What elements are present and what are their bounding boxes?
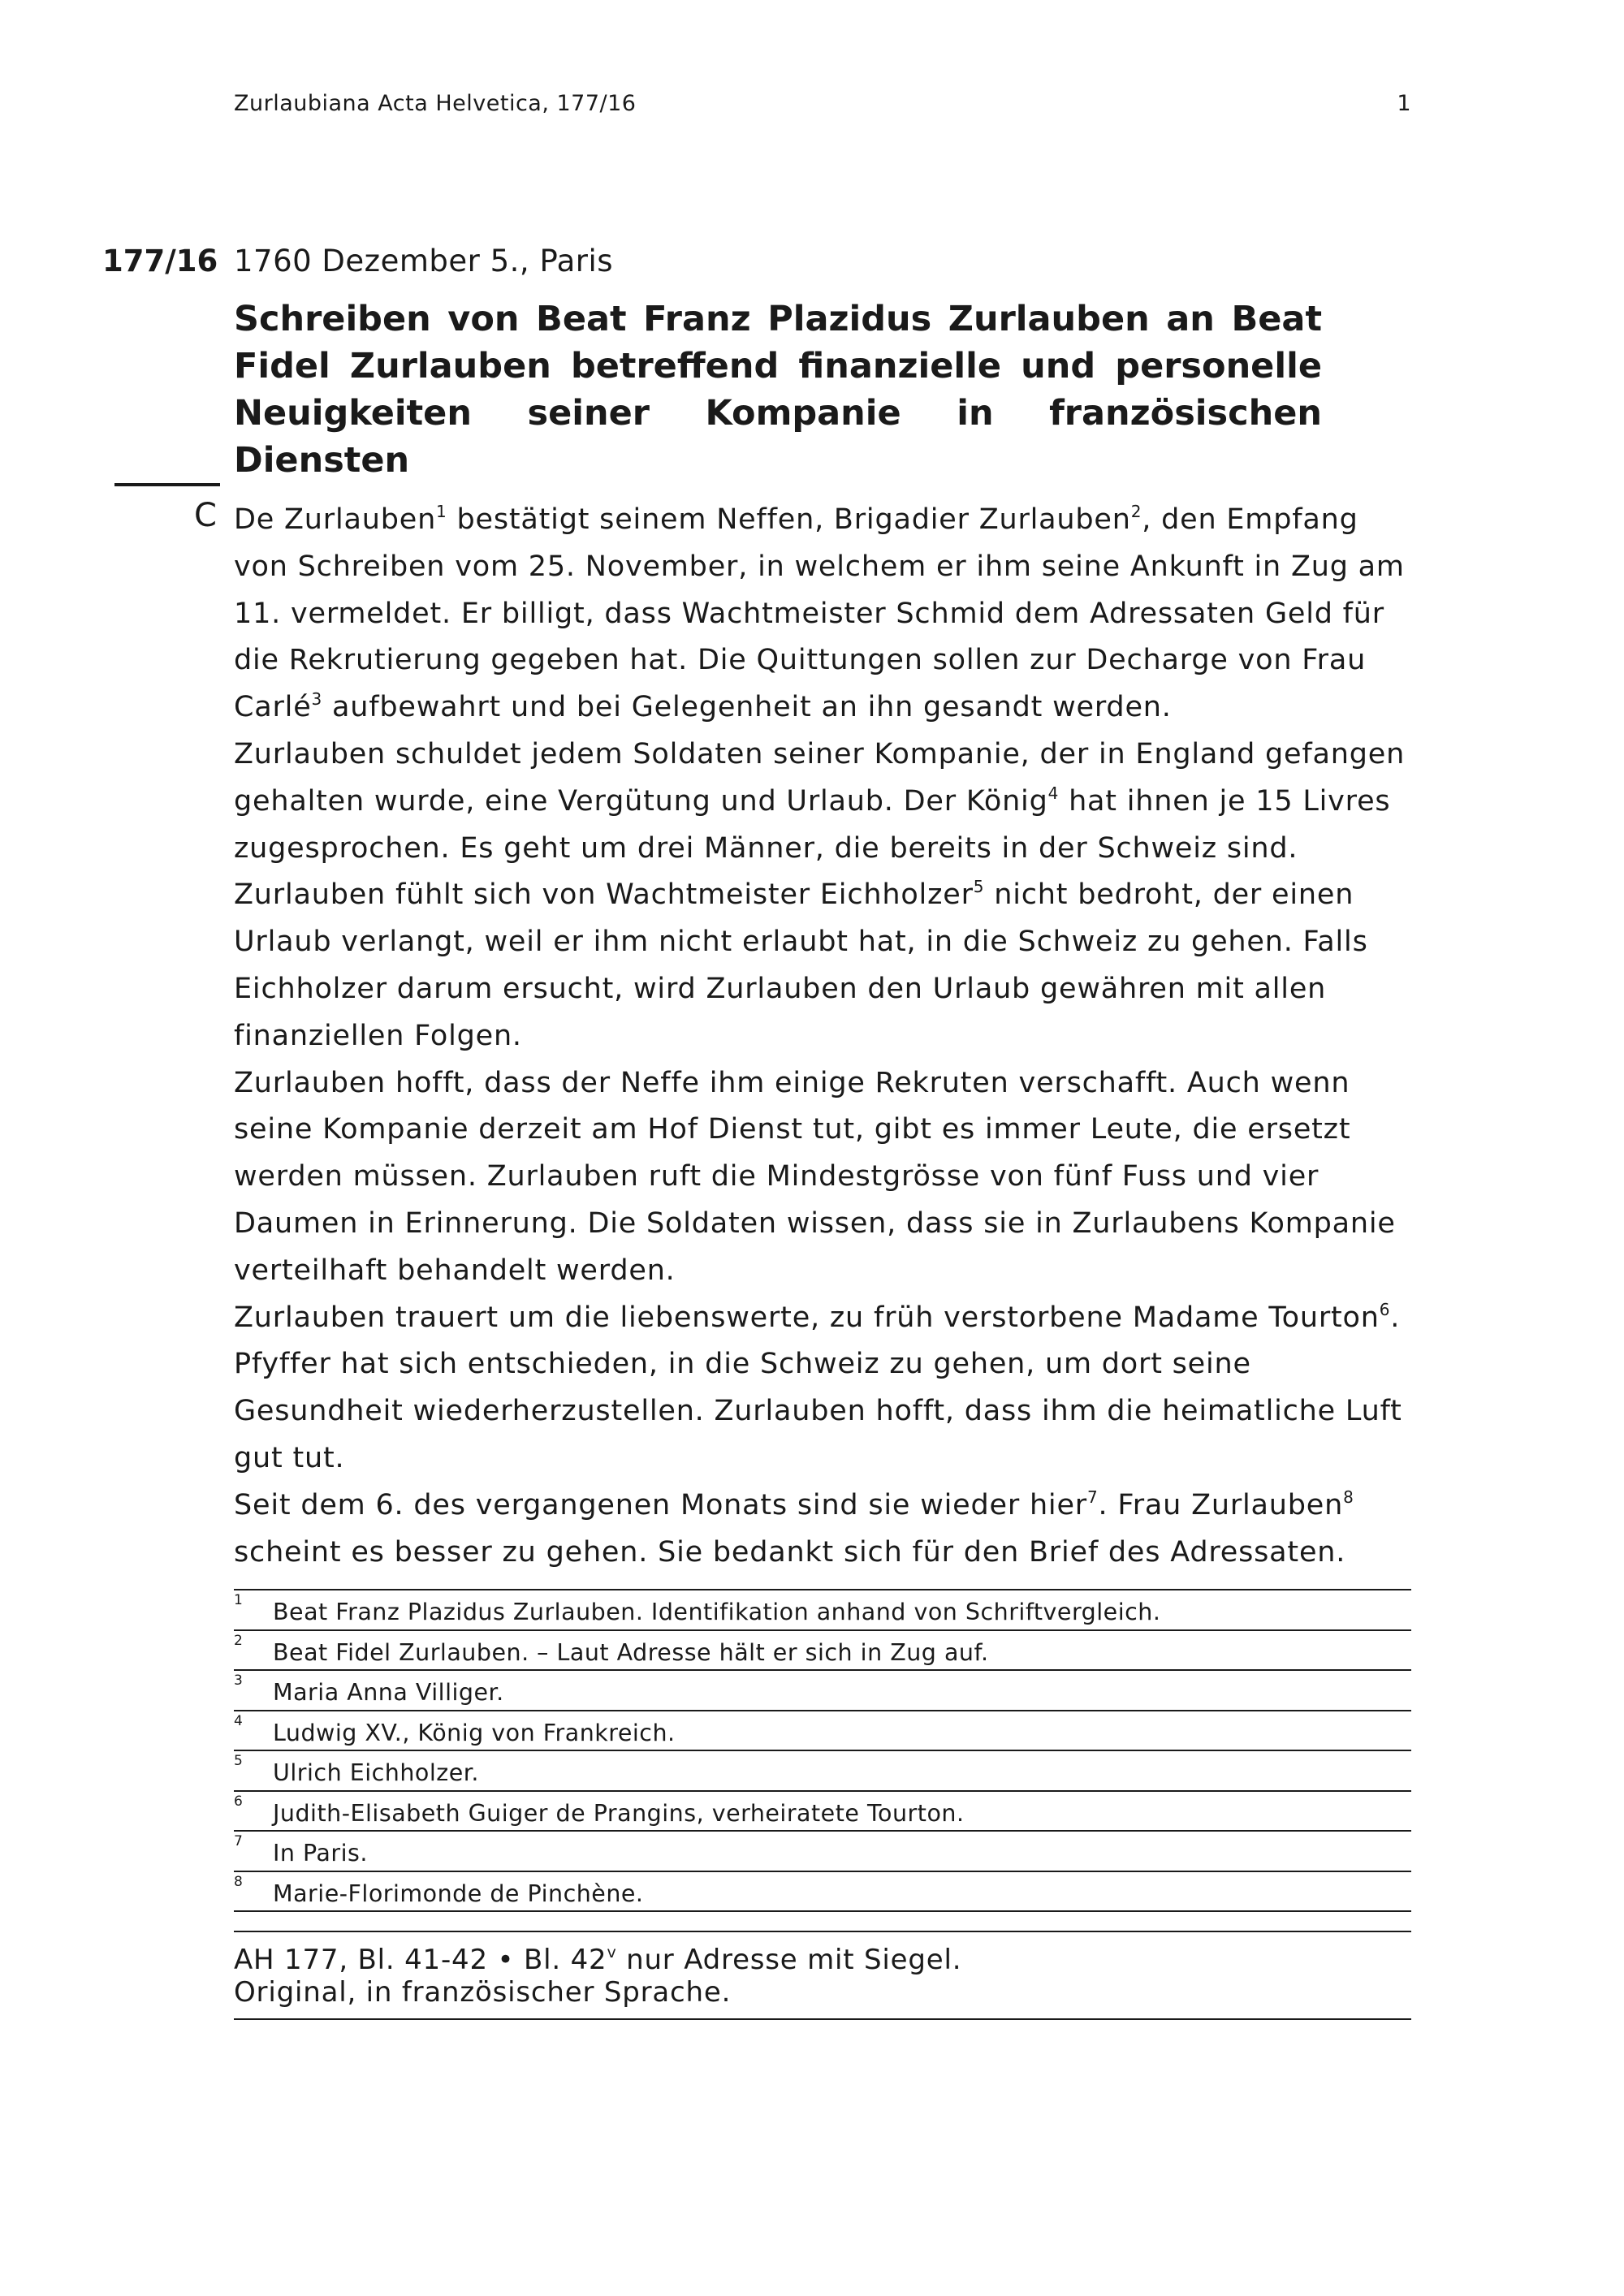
page-number: 1 [1397, 91, 1411, 116]
summary-paragraph [234, 497, 1413, 732]
footnote-ref: 4 [1047, 783, 1060, 803]
summary-paragraph: Zurlauben hofft, dass der Neffe ihm einige Rekruten verschafft. Auch wenn seine Kompanie derzeit am Hof Dienst tut, gibt es immer Leute, die ersetzt werden müssen. Zurlauben ruft die Mindestgrösse von fünf Fuss und vier Daumen in Erinnerung. Die Soldaten wissen, dass sie in Zurlaubens Kompanie verteilhaft behandelt werden. [234, 1066, 1396, 1287]
source-line [234, 1944, 1411, 1976]
running-head [234, 91, 1411, 116]
footnote [234, 1710, 1411, 1750]
summary-text: scheint es besser zu gehen. Sie bedankt sich für den Brief des Adressaten. [234, 1535, 1346, 1569]
summary-paragraph [234, 1295, 1413, 1482]
footnote [234, 1750, 1411, 1790]
footnote-ref: 7 [1086, 1487, 1099, 1507]
document-type-letter: C [194, 497, 217, 534]
verso-mark: v [607, 1944, 617, 1962]
footnote-number: 7 [234, 1833, 244, 1849]
footnote-text: Judith-Elisabeth Guiger de Prangins, verheiratete Tourton. [273, 1799, 965, 1827]
footnote-number: 6 [234, 1793, 244, 1810]
footnote-ref: 3 [311, 689, 323, 710]
footnote [234, 1871, 1411, 1913]
summary-text: bestätigt seinem Neffen, Brigadier Zurlauben [447, 503, 1131, 536]
footnote [234, 1629, 1411, 1670]
footnote-ref: 6 [1379, 1299, 1391, 1319]
footnote [234, 1790, 1411, 1831]
summary-text: De Zurlauben [234, 503, 437, 536]
footnote-number: 1 [234, 1592, 244, 1608]
source-line: Original, in französischer Sprache. [234, 1976, 732, 2009]
footnote-text: Ulrich Eichholzer. [273, 1759, 479, 1786]
footnote-number: 8 [234, 1873, 244, 1890]
footnote-ref: 1 [436, 502, 447, 521]
footnote-number: 4 [234, 1712, 244, 1729]
entry-title: Schreiben von Beat Franz Plazidus Zurlauben an Beat Fidel Zurlauben betreffend finanzielle und personelle Neuigkeiten seiner Kompanie in französischen Diensten [234, 299, 1322, 481]
footnote-text: Beat Franz Plazidus Zurlauben. Identifikation anhand von Schriftvergleich. [273, 1599, 1161, 1625]
summary-text: nicht bedroht, der einen Urlaub verlangt, weil er ihm nicht erlaubt hat, in die Schweiz zu gehen. Falls Eichholzer darum ersucht, wird Zurlauben den Urlaub gewähren mit allen finanziellen Folgen. [234, 878, 1368, 1052]
running-head-title: Zurlaubiana Acta Helvetica, 177/16 [234, 91, 637, 116]
footnote [234, 1589, 1411, 1629]
summary-text: hat ihnen je 15 Livres zugesprochen. Es geht um drei Männer, die bereits in der Schweiz sind. Zurlauben fühlt sich von Wachtmeister Eichholzer [234, 784, 1391, 912]
footnote-ref: 2 [1130, 502, 1142, 521]
summary-text: Zurlauben trauert um die liebenswerte, zu früh verstorbene Madame Tourton [234, 1301, 1380, 1334]
summary-paragraph [234, 1482, 1413, 1577]
summary-text: . Pfyffer hat sich entschieden, in die Schweiz zu gehen, um dort seine Gesundheit wiederherzustellen. Zurlauben hofft, dass ihm die heimatliche Luft gut tut. [234, 1301, 1402, 1474]
summary-text: , den Empfang von Schreiben vom 25. November, in welchem er ihm seine Ankunft in Zug am 11. vermeldet. Er billigt, dass Wachtmeister Schmid dem Adressaten Geld für die Rekrutierung gegeben hat. Die Quittungen sollen zur Decharge von Frau Carlé [234, 503, 1405, 724]
type-marker-rule [114, 483, 220, 486]
source-note [234, 1931, 1411, 2020]
footnote-text: Beat Fidel Zurlauben. – Laut Adresse hält er sich in Zug auf. [273, 1638, 989, 1666]
summary [234, 497, 1413, 1576]
footnote-text: In Paris. [273, 1840, 368, 1867]
summary-text: aufbewahrt und bei Gelegenheit an ihn gesandt werden. [322, 691, 1172, 724]
footnote-number: 3 [234, 1672, 244, 1689]
summary-text: Zurlauben schuldet jedem Soldaten seiner Kompanie, der in England gefangen gehalten wurde, eine Vergütung und Urlaub. Der König [234, 737, 1406, 818]
footnote-text: Marie-Florimonde de Pinchène. [273, 1880, 644, 1907]
footnote-text: Ludwig XV., König von Frankreich. [273, 1719, 676, 1746]
footnote [234, 1830, 1411, 1871]
source-text: AH 177, Bl. 41-42 • Bl. 42 [234, 1944, 607, 1976]
footnote-number: 2 [234, 1632, 244, 1649]
summary-text: . Frau Zurlauben [1098, 1488, 1344, 1521]
footnote-ref: 8 [1343, 1487, 1354, 1507]
summary-text: Seit dem 6. des vergangenen Monats sind sie wieder hier [234, 1488, 1087, 1521]
footnote-number: 5 [234, 1753, 244, 1769]
entry-id: 177/16 [102, 244, 218, 278]
summary-paragraph [234, 732, 1413, 1060]
source-text: nur Adresse mit Siegel. [616, 1944, 962, 1976]
footnote-text: Maria Anna Villiger. [273, 1679, 504, 1706]
footnote-ref: 5 [973, 877, 985, 897]
entry-date: 1760 Dezember 5., Paris [234, 244, 614, 278]
footnotes [234, 1589, 1411, 1912]
footnote [234, 1669, 1411, 1710]
